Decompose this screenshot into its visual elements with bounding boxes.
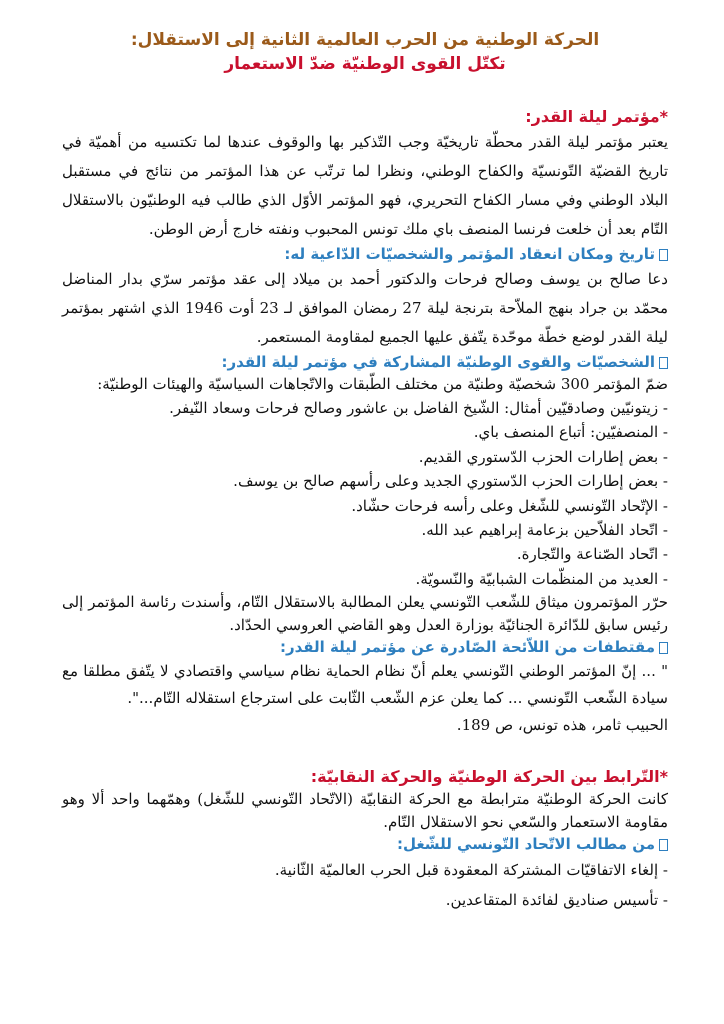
participants-list xyxy=(62,396,668,591)
list-item: - الإتّحاد التّونسي للشّغل وعلى رأسه فرحات حشّاد. xyxy=(351,496,668,515)
participants-conclusion: حرّر المؤتمرون ميثاق للشّعب التّونسي يعلن المطالبة بالاستقلال التّام، وأسندت رئاسة المؤتمر إلى رئيس سابق للدّائرة الجنائيّة بوزارة العدل وهو القاضي العروسي الحدّاد. xyxy=(62,593,668,635)
list-item: - زيتونيّين وصادقيّين أمثال: الشّيخ الفاضل بن عاشور وصالح فرحات وسعاد النّيفر. xyxy=(169,399,668,417)
union-demands-list xyxy=(62,855,668,915)
list-item: - اتّحاد الصّناعة والتّجارة. xyxy=(516,545,668,564)
subheading-excerpts-text: مقتطفات من اللاّئحة الصّادرة عن مؤتمر ليلة القدر: xyxy=(279,638,655,657)
section-spacer xyxy=(62,738,668,766)
section-heading-laylat-al-qadr: *مؤتمر ليلة القدر: xyxy=(525,107,668,126)
section-heading-union-link: *التّرابط بين الحركة الوطنيّة والحركة النقابيّة: xyxy=(310,767,668,787)
section-intro-paragraph: يعتبر مؤتمر ليلة القدر محطّة تاريخيّة وجب التّذكير بها والوقوف عندها لما تكتسيه من أهميّة في تاريخ القضيّة التّونسيّة والكفاح الوطني، ونظرا لما ترتّب عن هذا المؤتمر من نتائج في مستقبل البلاد الوطني وفي مسار الكفاح التحريري، فهو المؤتمر الأوّل الذي طالب فيه الوطنيّون بالاستقلال التّام بعد أن خلعت فرنسا المنصف باي ملك تونس المحبوب ونفته خارج أرض الوطن. xyxy=(62,133,668,238)
list-item: - بعض إطارات الحزب الدّستوري القديم. xyxy=(418,447,668,466)
union-link-paragraph: كانت الحركة الوطنيّة مترابطة مع الحركة النقابيّة (الاتّحاد التّونسي للشّغل) وهمّهما واحد ألا وهو مقاومة الاستعمار والسّعي نحو الاستقلال التّام. xyxy=(62,790,668,832)
list-item: - اتّحاد الفلاّحين بزعامة إبراهيم عبد الله. xyxy=(421,521,668,540)
resolution-quote: " ... إنّ المؤتمر الوطني التّونسي يعلم أنّ نظام الحماية نظام سياسي واقتصادي لا يتّفق مطلقا مع سيادة الشّعب التّونسي ... كما يعلن عزم الشّعب الثّابت على استرجاع استقلاله التّام...". xyxy=(62,662,668,708)
subheading-union-demands-text: من مطالب الاتّحاد التّونسي للشّغل: xyxy=(396,835,655,854)
date-place-paragraph: دعا صالح بن يوسف وصالح فرحات والدكتور أحمد بن ميلاد إلى عقد مؤتمر سرّي بدار المناضل محمّد بن جراد بنهج الملاّحة بترنجة ليلة 27 رمضان الموافق لـ 23 أوت 1946 الذي اشتهر بمؤتمر ليلة القدر لوضع خطّة موحّدة يتّفق عليها الجميع لمقاومة المستعمر. xyxy=(62,270,668,346)
square-outline-icon xyxy=(659,642,668,654)
square-outline-icon xyxy=(659,249,668,261)
list-item: - العديد من المنظّمات الشبابيّة والنّسويّة. xyxy=(415,569,668,588)
square-outline-icon xyxy=(659,357,668,369)
document-title: الحركة الوطنية من الحرب العالمية الثانية إلى الاستقلال: xyxy=(130,30,600,50)
participants-intro: ضمّ المؤتمر 300 شخصيّة وطنيّة من مختلف الطّبقات والاتّجاهات السياسيّة والهيئات الوطنيّة: xyxy=(97,375,668,393)
quote-source: الحبيب ثامر، هذه تونس، ص 189. xyxy=(456,716,668,735)
subheading-participants xyxy=(62,352,668,373)
square-outline-icon xyxy=(659,839,668,851)
list-item: - بعض إطارات الحزب الدّستوري الجديد وعلى رأسهم صالح بن يوسف. xyxy=(233,472,668,491)
subheading-participants-text: الشخصيّات والقوى الوطنيّة المشاركة في مؤتمر ليلة القدر: xyxy=(221,353,655,371)
subheading-union-demands xyxy=(62,834,668,855)
subheading-date-place-text: تاريخ ومكان انعقاد المؤتمر والشخصيّات الدّاعية له: xyxy=(284,245,655,263)
subheading-date-place xyxy=(62,244,668,265)
list-item: - المنصفيّين: أتباع المنصف باي. xyxy=(473,423,668,442)
subheading-excerpts xyxy=(62,637,668,658)
list-item: - إلغاء الاتفاقيّات المشتركة المعقودة قبل الحرب العالميّة الثّانية. xyxy=(274,861,668,880)
list-item: - تأسيس صناديق لفائدة المتقاعدين. xyxy=(445,891,668,910)
document-subtitle: تكتّل القوى الوطنيّة ضدّ الاستعمار xyxy=(224,54,506,74)
